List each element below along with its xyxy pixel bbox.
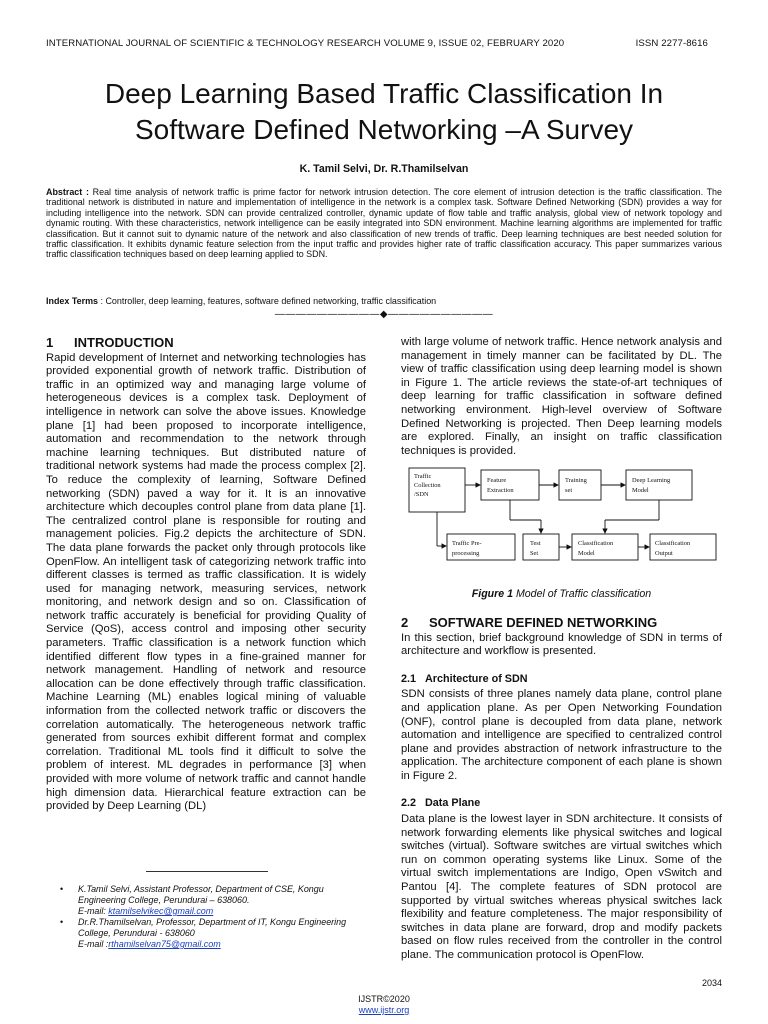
footnote-2-affiliation: Dr.R.Thamilselvan, Professor, Department of IT, Kongu Engineering College, Perundurai - 638060 [78, 917, 347, 938]
figure-1-caption-text: Model of Traffic classification [513, 588, 652, 601]
footnote-1-affiliation: K.Tamil Selvi, Assistant Professor, Department of CSE, Kongu Engineering College, Perundurai – 638060. [78, 884, 324, 905]
label-feature-1: Feature [487, 477, 507, 485]
paper-title [0, 76, 768, 148]
section-separator: ——————————◆—————————— [274, 309, 494, 320]
footnote-1-email-label: E-mail: [78, 906, 109, 916]
abstract-label: Abstract : [46, 187, 89, 197]
index-terms-text: : Controller, deep learning, features, software defined networking, traffic classification [98, 296, 437, 306]
label-coutput-1: Classification [655, 540, 691, 548]
authors: K. Tamil Selvi, Dr. R.Thamilselvan [299, 163, 469, 175]
journal-name: INTERNATIONAL JOURNAL OF SCIENTIFIC & TECHNOLOGY RESEARCH VOLUME 9, ISSUE 02, FEBRUARY 2020 [46, 38, 565, 49]
label-test-1: Test [530, 540, 541, 548]
footnote-2-email-link[interactable]: rthamilselvan75@gmail.com [108, 939, 221, 949]
label-cmodel-1: Classification [578, 540, 614, 548]
title-line-2: Software Defined Networking –A Survey [134, 114, 634, 145]
title-line-1: Deep Learning Based Traffic Classification In [104, 78, 664, 109]
label-training-1: Training [565, 477, 587, 485]
label-dl-1: Deep Learning [632, 477, 671, 485]
footnote-1-email-link[interactable]: ktamilselvikec@gmail.com [108, 906, 214, 916]
section-2-number: 2 [401, 614, 409, 630]
abstract [46, 187, 722, 260]
label-pre-1: Traffic Pre- [452, 540, 482, 548]
running-header [46, 38, 708, 49]
section-2-title: SOFTWARE DEFINED NETWORKING [429, 614, 658, 630]
box-feature-extraction [481, 470, 539, 500]
section-1-continuation: with large volume of network traffic. Hence network analysis and management in timely manner can be facilitated by DL. The view of traffic classification using deep learning model is shown in Figure 1. The article reviews the state-of-art techniques of deep learning for traffic classification in software defined networking environment. High-level overview of Software Defined Networking is projected. Then Deep learning models are explored. Finally, an insight on traffic classification techniques is provided. [401, 336, 722, 457]
box-test-set [523, 534, 559, 560]
footer-copyright: IJSTR©2020 [358, 994, 410, 1004]
figure-1 [401, 466, 722, 586]
box-deep-learning-model [626, 470, 692, 500]
section-2-1-number: 2.1 [401, 672, 417, 685]
right-column [401, 336, 722, 963]
page-footer [0, 994, 768, 1016]
footnote-2-email-line [78, 939, 362, 950]
index-terms-label: Index Terms [46, 296, 98, 306]
issn: ISSN 2277-8616 [635, 38, 708, 49]
figure-1-diagram [401, 466, 722, 586]
section-2-1-heading [401, 673, 722, 687]
label-cmodel-2: Model [578, 550, 595, 558]
label-coutput-2: Output [655, 550, 673, 558]
abstract-text: Real time analysis of network traffic is prime factor for network intrusion detection. The core element of intrusion detection is the traffic classification. The traditional network is distributed in nature and implementation of intelligence in the network is a complex task. Software Defined Networking (SDN) provides a way for including intelligence into the network. SDN can provide centralized controller, dynamic update of flow table and traffic analysis, global view of network topology and dynamic routing. With these characteristics, network intelligence can be easily integrated into SDN environment. Machine learning algorithms are implemented for traffic classification. But it cannot suit to dynamic nature of the network and also classification of new trends of traffic. Deep learning techniques are best needed solution for traffic classification. It exhibits dynamic feature selection from the input traffic and provides higher rate of traffic classification accuracy. This paper summarizes various traffic classification techniques based on deep learning applied to SDN. [46, 187, 722, 260]
label-collection-3: /SDN [414, 491, 429, 499]
footnote-author-1 [60, 884, 362, 917]
label-test-2: Set [530, 550, 539, 558]
section-2-heading [401, 616, 722, 630]
box-training-set [559, 470, 601, 500]
index-terms [46, 296, 722, 306]
figure-1-label: Figure 1 [471, 588, 514, 601]
footnote-author-2 [60, 917, 362, 950]
label-training-2: set [565, 487, 573, 495]
page-number: 2034 [701, 978, 722, 988]
footnote-rule [146, 871, 268, 872]
label-feature-2: Extraction [487, 487, 514, 495]
section-1-title: INTRODUCTION [74, 335, 174, 350]
section-1-body: Rapid development of Internet and networking technologies has provided exponential growth of network traffic. Distribution of traffic in an optimized way and managing large volume of heterogeneous devices is a complex task. Deployment of intelligence in network can solve the above issues. Knowledge plane [1] had been proposed to incorporate intelligence, automation and recommendation to the network through machine learning techniques. But distributed nature of traditional network systems had made the process complex [2]. To reduce the complexity of learning, Software Defined networking (SDN) paved a way for it. It is an innovative architecture which decouples control plane from data plane [1]. The centralized control plane is responsible for routing and management policies. Fig.2 depicts the architecture of SDN. The data plane forwards the packet only through protocols like OpenFlow. An intelligent task of categorizing network traffic into different classes is termed as traffic classification. It is widely used for managing network, measuring services, network monitoring, and network design and so on. Classification of network traffic accurately is beneficial for providing Quality of Service (QoS), access control and imposing other security parameters. Traffic classification is a network function which identified different flow types in a fine-grained manner for network management. Handling of network and resource allocation can be done effectively through traffic classification. Machine Learning (ML) enables logical mining of valuable information from the collected network traffic or discovers the correlation automatically. The heterogeneous network traffic generated from sources exhibit different format and complex correlation. Traditional ML tools find it difficult to solve the problem of interest. ML degrades in performance [3] when provided with more volume of network traffic and cannot handle high dimension data. Hierarchical feature extraction can be provided by Deep Learning (DL) [46, 351, 366, 813]
section-2-2-body: Data plane is the lowest layer in SDN architecture. It consists of network forwarding elements like physical switches and logical switches (virtual). Software switches are virtual switches which run on common operating systems like Linux. Some of the virtual switch implementations are Indigo, Open vSwitch and Pantou [4]. The complete features of SDN protocol are supported by virtual switches whereas physical switches lack flexibility and feature completeness. The major responsibility of switches in data plane are forward, drop and modify packets based on flow rules received from the controller in the control plane. The communication protocol is OpenFlow. [401, 813, 722, 961]
figure-1-caption [401, 588, 722, 602]
left-column [46, 336, 366, 814]
section-2-2-number: 2.2 [401, 797, 417, 810]
footnote-2-email-label: E-mail : [78, 939, 109, 949]
section-1-number: 1 [46, 335, 54, 350]
section-2-1-title: Architecture of SDN [425, 672, 528, 685]
label-dl-2: Model [632, 487, 649, 495]
section-1-heading [46, 336, 366, 350]
footnote-1-email-line [78, 906, 362, 917]
label-collection-2: Collection [414, 482, 441, 490]
label-collection-1: Traffic [414, 473, 432, 481]
bullet-icon: • [60, 884, 64, 894]
section-2-1-body: SDN consists of three planes namely data plane, control plane and application plane. As per Open Networking Foundation (ONF), control plane is decoupled from data plane, network automation and intelligence are specified to centralized control plane and provides abstraction of network infrastructure to the application. The architecture component of each plane is shown in Figure 2. [401, 688, 722, 782]
section-2-2-heading [401, 797, 722, 811]
section-2-body: In this section, brief background knowledge of SDN in terms of architecture and workflow is presented. [401, 631, 722, 658]
footnotes [60, 884, 362, 950]
bullet-icon: • [60, 917, 64, 927]
footer-url-link[interactable]: www.ijstr.org [358, 1005, 410, 1015]
label-pre-2: processing [452, 550, 480, 558]
section-2-2-title: Data Plane [425, 797, 481, 810]
